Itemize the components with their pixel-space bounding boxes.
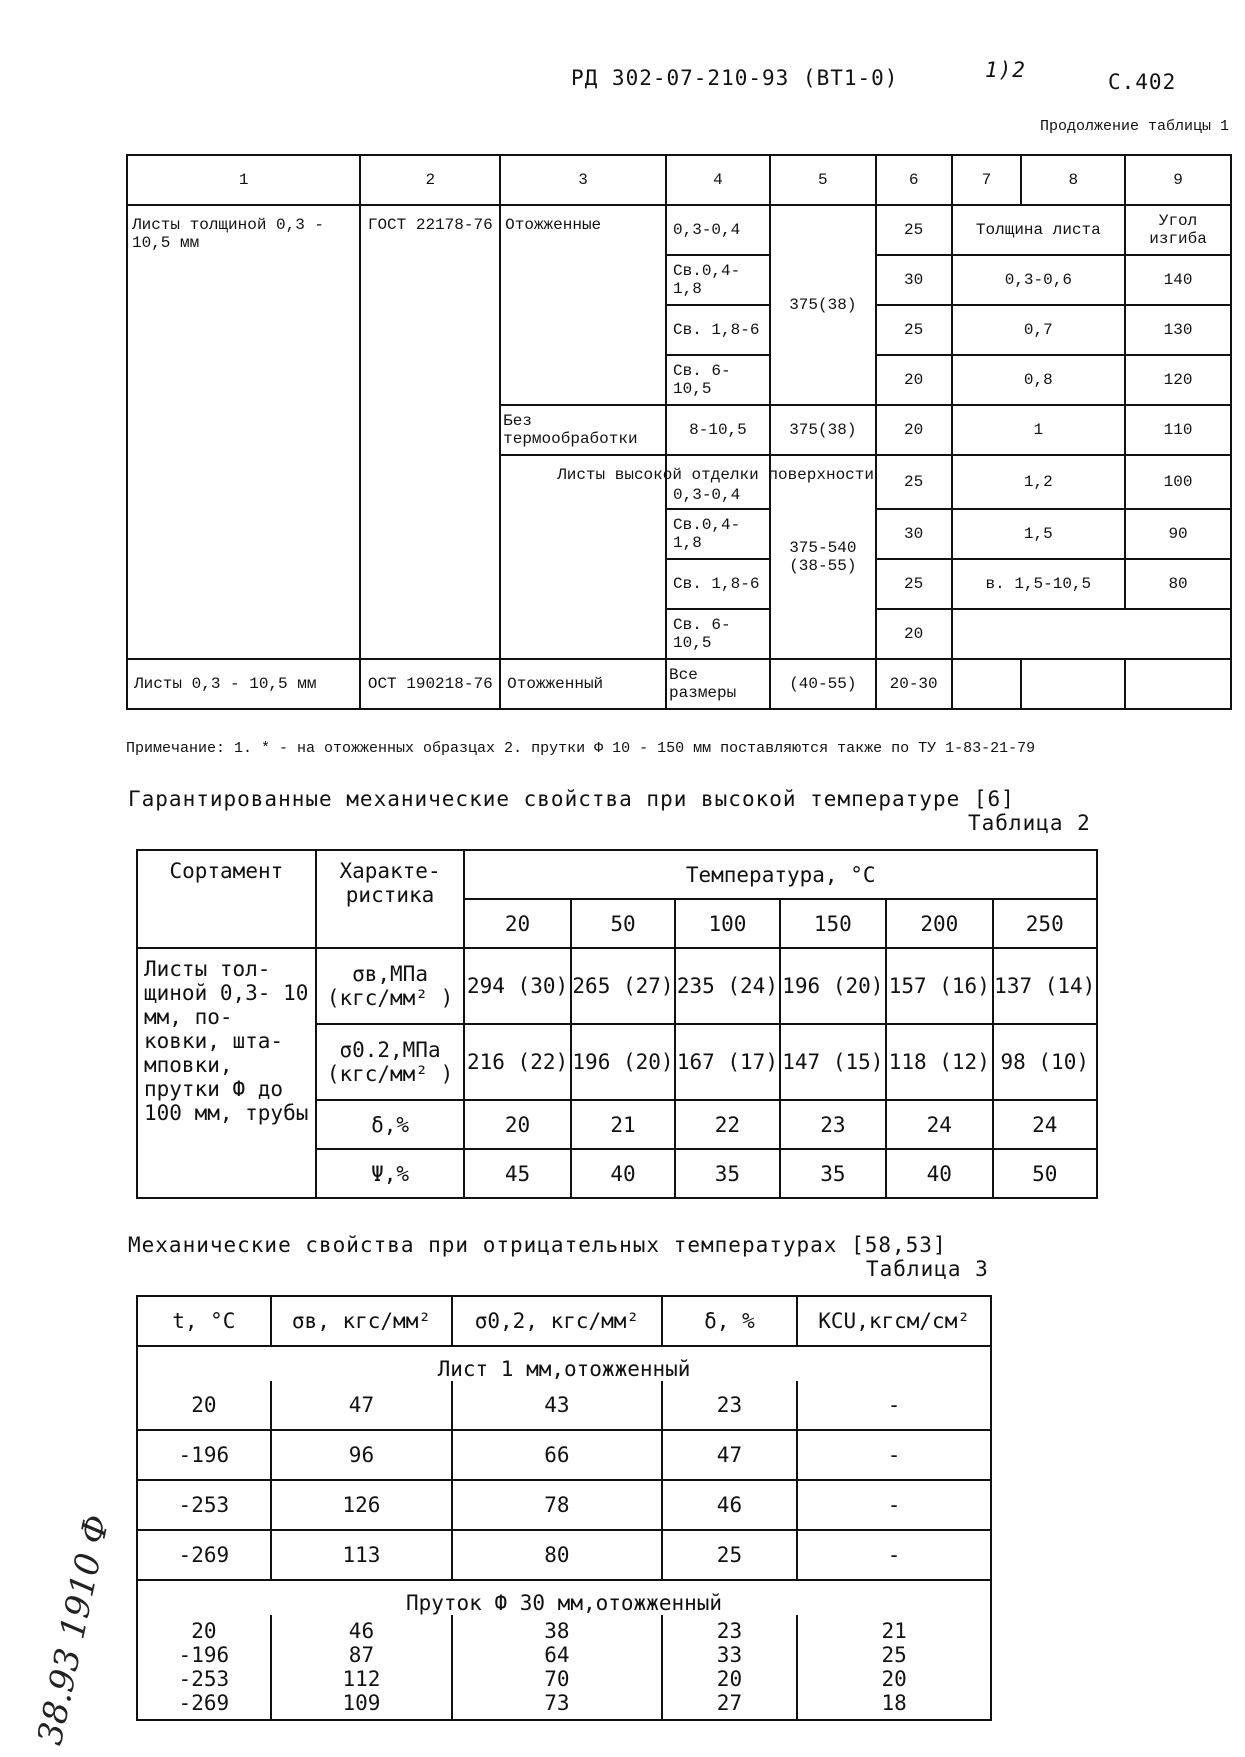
cell-delta: 46 [662, 1480, 798, 1530]
bend-angle: 100 [1125, 455, 1231, 509]
table-row [137, 1530, 991, 1580]
empty-cell [1021, 659, 1125, 709]
product-cell: Листы 0,3 - 10,5 мм [127, 659, 360, 709]
table-2 [136, 849, 1098, 1199]
elong-cell: 30 [876, 255, 952, 305]
cell-kcu: - [797, 1530, 991, 1580]
cell-sb: 126 [271, 1480, 453, 1530]
value-cell: 23 [780, 1100, 886, 1149]
table-note: Примечание: 1. * - на отожженных образцах 2. прутки Ф 10 - 150 мм поставляются также по ТУ 1-83-21-79 [126, 740, 1036, 757]
angle-header: Угол изгиба [1125, 205, 1231, 255]
size-cell: Св. 6-10,5 [666, 609, 770, 659]
col-header: 8 [1021, 155, 1125, 205]
value-cell: 196 (20) [780, 948, 886, 1024]
handwritten-stamp: 1)2 [985, 58, 1026, 82]
table-3 [136, 1295, 992, 1721]
char-cell: δ,% [316, 1100, 465, 1149]
bend-thickness: 1 [952, 405, 1126, 455]
col-header: 1 [127, 155, 360, 205]
cell-s02: 78 [452, 1480, 661, 1530]
group-row [137, 1580, 991, 1615]
value-cell: 40 [886, 1149, 992, 1198]
table-2-title: Гарантированные механические свойства при высокой температуре [6] [128, 787, 1015, 811]
col-header: 6 [876, 155, 952, 205]
state-cell: Отожженный [500, 659, 666, 709]
value-cell: 196 (20) [571, 1024, 675, 1100]
cell-t: -196 [137, 1430, 271, 1480]
cell-sb-list: 46 87 112 109 [271, 1615, 453, 1720]
char-cell: σв,МПа (кгс/мм² ) [316, 948, 465, 1024]
page-number: С.402 [1108, 70, 1177, 94]
value-cell: 216 (22) [464, 1024, 570, 1100]
bend-angle: 130 [1125, 305, 1231, 355]
col-header: 7 [952, 155, 1022, 205]
value-cell: 24 [993, 1100, 1098, 1149]
cell-delta-list: 23 33 20 27 [662, 1615, 798, 1720]
col-header: 5 [770, 155, 876, 205]
header-temperature: Температура, °С [464, 850, 1097, 899]
col-header: 9 [1125, 155, 1231, 205]
temp-cell: 150 [780, 899, 886, 948]
temp-cell: 20 [464, 899, 570, 948]
continuation-label: Продолжение таблицы 1 [1040, 118, 1230, 135]
group-label-sheet: Лист 1 мм,отожженный [137, 1346, 991, 1381]
cell-t-list: 20 -196 -253 -269 [137, 1615, 271, 1720]
value-cell: 24 [886, 1100, 992, 1149]
cell-kcu: - [797, 1430, 991, 1480]
thickness-header: Толщина листа [952, 205, 1126, 255]
table-3-header-row [137, 1296, 991, 1346]
bend-thickness: 0,8 [952, 355, 1126, 405]
temp-cell: 100 [675, 899, 779, 948]
cell-sb: 96 [271, 1430, 453, 1480]
value-cell: 137 (14) [993, 948, 1098, 1024]
cell-s02: 80 [452, 1530, 661, 1580]
size-cell: Все размеры [666, 659, 770, 709]
cell-delta: 47 [662, 1430, 798, 1480]
product-cell: Листы толщиной 0,3 - 10,5 мм [127, 205, 360, 659]
bend-thickness: 1,2 [952, 455, 1126, 509]
col-header: 3 [500, 155, 666, 205]
value-cell: 22 [675, 1100, 779, 1149]
header-sb: σв, кгс/мм² [271, 1296, 453, 1346]
table-3-caption: Таблица 3 [866, 1257, 989, 1281]
bend-angle: 140 [1125, 255, 1231, 305]
empty-cell [952, 609, 1231, 659]
table-2-header-row [137, 850, 1097, 899]
table-row [127, 205, 1231, 255]
bend-thickness: 1,5 [952, 509, 1126, 559]
group-label-rod: Пруток Ф 30 мм,отожженный [137, 1580, 991, 1615]
size-cell: 8-10,5 [666, 405, 770, 455]
state-cell: Отожженные [500, 205, 666, 405]
bend-angle: 120 [1125, 355, 1231, 405]
table-row [137, 1381, 991, 1430]
size-cell: Св.0,4-1,8 [666, 509, 770, 559]
header-sortament: Сортамент [137, 850, 316, 948]
cell-delta: 23 [662, 1381, 798, 1430]
elong-cell: 20 [876, 405, 952, 455]
table-row [127, 659, 1231, 709]
size-cell: 0,3-0,4 [666, 205, 770, 255]
value-cell: 294 (30) [464, 948, 570, 1024]
table-row [137, 1615, 991, 1720]
temp-cell: 50 [571, 899, 675, 948]
temp-cell: 200 [886, 899, 992, 948]
group-row [137, 1346, 991, 1381]
cell-s02: 43 [452, 1381, 661, 1430]
elong-cell: 25 [876, 305, 952, 355]
cell-kcu: - [797, 1381, 991, 1430]
elong-cell: 25 [876, 205, 952, 255]
strength-cell: (40-55) [770, 659, 876, 709]
table-row [137, 1430, 991, 1480]
value-cell: 35 [780, 1149, 886, 1198]
value-cell: 40 [571, 1149, 675, 1198]
table-row [137, 948, 1097, 1024]
high-finish-label: Листы высокой отделки поверхности [557, 466, 874, 484]
value-cell: 235 (24) [675, 948, 779, 1024]
elong-cell: 25 [876, 455, 952, 509]
strength-cell: 375-540 (38-55) [770, 455, 876, 659]
elong-cell: 25 [876, 559, 952, 609]
cell-kcu: - [797, 1480, 991, 1530]
elong-cell: 20 [876, 609, 952, 659]
value-cell: 157 (16) [886, 948, 992, 1024]
table-3-title: Механические свойства при отрицательных температурах [58,53] [128, 1233, 947, 1257]
header-kcu: KCU,кгсм/см² [797, 1296, 991, 1346]
bend-thickness: 0,3-0,6 [952, 255, 1126, 305]
table-2-caption: Таблица 2 [968, 811, 1091, 835]
char-cell: Ψ,% [316, 1149, 465, 1198]
size-cell: Св. 6-10,5 [666, 355, 770, 405]
value-cell: 167 (17) [675, 1024, 779, 1100]
cell-s02-list: 38 64 70 73 [452, 1615, 661, 1720]
sortament-cell: Листы тол- щиной 0,3- 10 мм, по- ковки, шта- мповки, прутки Ф до 100 мм, трубы [137, 948, 316, 1198]
value-cell: 98 (10) [993, 1024, 1098, 1100]
table-row [137, 1480, 991, 1530]
cell-t: -253 [137, 1480, 271, 1530]
gost-cell: ОСТ 190218-76 [360, 659, 500, 709]
header-s02: σ0,2, кгс/мм² [452, 1296, 661, 1346]
elong-cell: 20-30 [876, 659, 952, 709]
cell-kcu-list: 21 25 20 18 [797, 1615, 991, 1720]
cell-delta: 25 [662, 1530, 798, 1580]
value-cell: 21 [571, 1100, 675, 1149]
col-header: 2 [360, 155, 500, 205]
value-cell: 20 [464, 1100, 570, 1149]
document-code: РД 302-07-210-93 (ВТ1-0) [571, 66, 899, 90]
size-cell: Св.0,4-1,8 [666, 255, 770, 305]
value-cell: 45 [464, 1149, 570, 1198]
empty-cell [1125, 659, 1231, 709]
cell-t: -269 [137, 1530, 271, 1580]
size-cell: Св. 1,8-6 [666, 305, 770, 355]
value-cell: 265 (27) [571, 948, 675, 1024]
temp-cell: 250 [993, 899, 1098, 948]
header-characteristic: Характе- ристика [316, 850, 465, 948]
elong-cell: 20 [876, 355, 952, 405]
cell-sb: 113 [271, 1530, 453, 1580]
cell-s02: 66 [452, 1430, 661, 1480]
char-cell: σ0.2,МПа (кгс/мм² ) [316, 1024, 465, 1100]
cell-t: 20 [137, 1381, 271, 1430]
handwritten-margin-note: 38.93 1910 Ф [30, 1511, 118, 1749]
bend-angle: 90 [1125, 509, 1231, 559]
state-cell: Без термообработки [500, 405, 666, 455]
elong-cell: 30 [876, 509, 952, 559]
gost-cell: ГОСТ 22178-76 [360, 205, 500, 659]
table-1-continuation [126, 154, 1232, 710]
value-cell: 118 (12) [886, 1024, 992, 1100]
strength-cell: 375(38) [770, 205, 876, 405]
cell-sb: 47 [271, 1381, 453, 1430]
header-t: t, °С [137, 1296, 271, 1346]
col-header: 4 [666, 155, 770, 205]
header-delta: δ, % [662, 1296, 798, 1346]
size-cell: 0,3-0,4 [666, 455, 770, 509]
empty-cell [952, 659, 1022, 709]
value-cell: 35 [675, 1149, 779, 1198]
bend-angle: 80 [1125, 559, 1231, 609]
value-cell: 147 (15) [780, 1024, 886, 1100]
bend-thickness: в. 1,5-10,5 [952, 559, 1126, 609]
table-1-header-row [127, 155, 1231, 205]
bend-thickness: 0,7 [952, 305, 1126, 355]
bend-angle: 110 [1125, 405, 1231, 455]
size-cell: Св. 1,8-6 [666, 559, 770, 609]
value-cell: 50 [993, 1149, 1098, 1198]
strength-cell: 375(38) [770, 405, 876, 455]
